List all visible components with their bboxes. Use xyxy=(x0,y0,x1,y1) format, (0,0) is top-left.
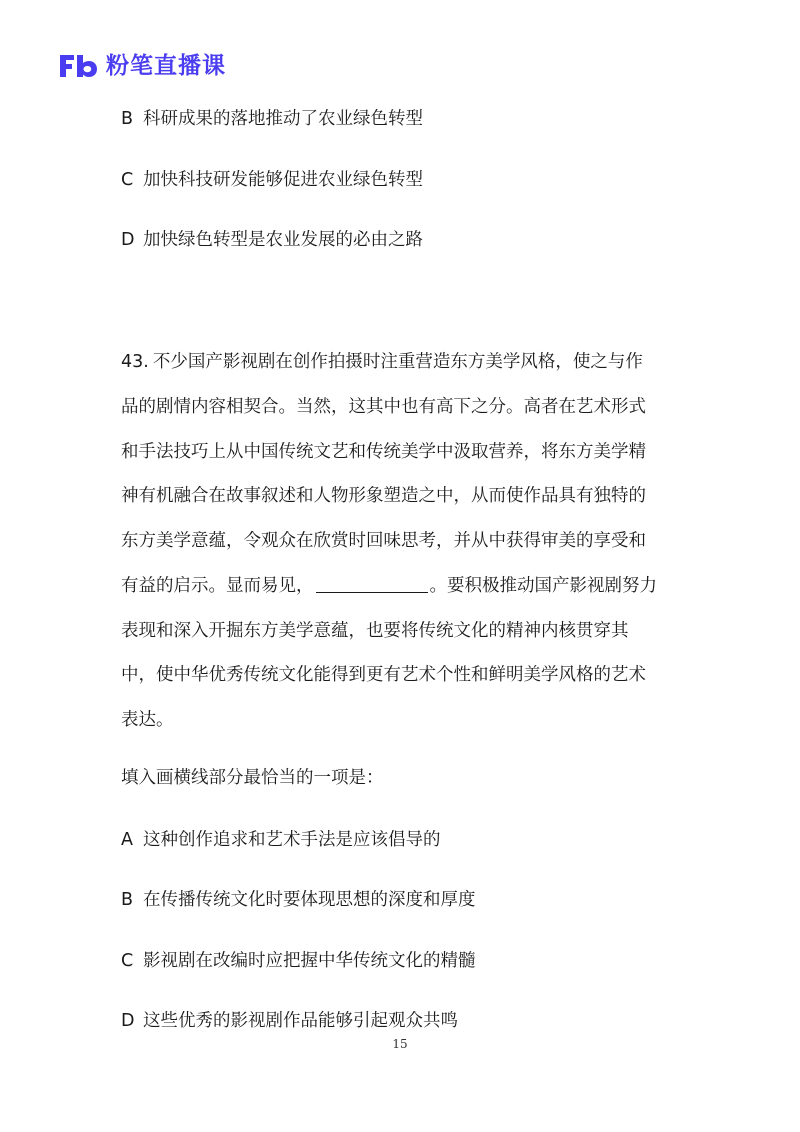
question-line-5: 东方美学意蕴，令观众在欣赏时回味思考，并从中获得审美的享受和 xyxy=(121,531,646,551)
question-line-4: 神有机融合在故事叙述和人物形象塑造之中，从而使作品具有独特的 xyxy=(121,486,646,506)
option-b-prev: B 科研成果的落地推动了农业绿色转型 xyxy=(121,109,423,129)
question-line-1: 43. 不少国产影视剧在创作拍摄时注重营造东方美学风格，使之与作 xyxy=(121,352,643,372)
question-line-3: 和手法技巧上从中国传统文艺和传统美学中汲取营养，将东方美学精 xyxy=(121,442,646,462)
option-d-prev: D 加快绿色转型是农业发展的必由之路 xyxy=(121,230,423,250)
page-number: 15 xyxy=(392,1037,408,1051)
brand-name: 粉笔直播课 xyxy=(106,53,226,79)
option-b: B 在传播传统文化时要体现思想的深度和厚度 xyxy=(121,890,476,910)
question-line-2: 品的剧情内容相契合。当然，这其中也有高下之分。高者在艺术形式 xyxy=(121,397,646,417)
option-d: D 这些优秀的影视剧作品能够引起观众共鸣 xyxy=(121,1011,458,1031)
question-line-7: 表现和深入开掘东方美学意蕴，也要将传统文化的精神内核贯穿其 xyxy=(121,621,629,641)
fenbi-logo-icon xyxy=(58,52,98,80)
option-c-prev: C 加快科技研发能够促进农业绿色转型 xyxy=(121,170,423,190)
option-c: C 影视剧在改编时应把握中华传统文化的精髓 xyxy=(121,951,476,971)
question-line-9: 表达。 xyxy=(121,710,174,730)
question-number: 43. xyxy=(121,352,149,372)
question-prompt: 填入画横线部分最恰当的一项是： xyxy=(121,768,384,788)
option-a: A 这种创作追求和艺术手法是应该倡导的 xyxy=(121,830,441,850)
answer-blank xyxy=(316,574,428,593)
question-line-6: 有益的启示。显而易见， 。要积极推动国产影视剧努力 xyxy=(121,576,657,596)
brand-logo xyxy=(58,50,226,82)
question-line-8: 中，使中华优秀传统文化能得到更有艺术个性和鲜明美学风格的艺术 xyxy=(121,665,646,685)
